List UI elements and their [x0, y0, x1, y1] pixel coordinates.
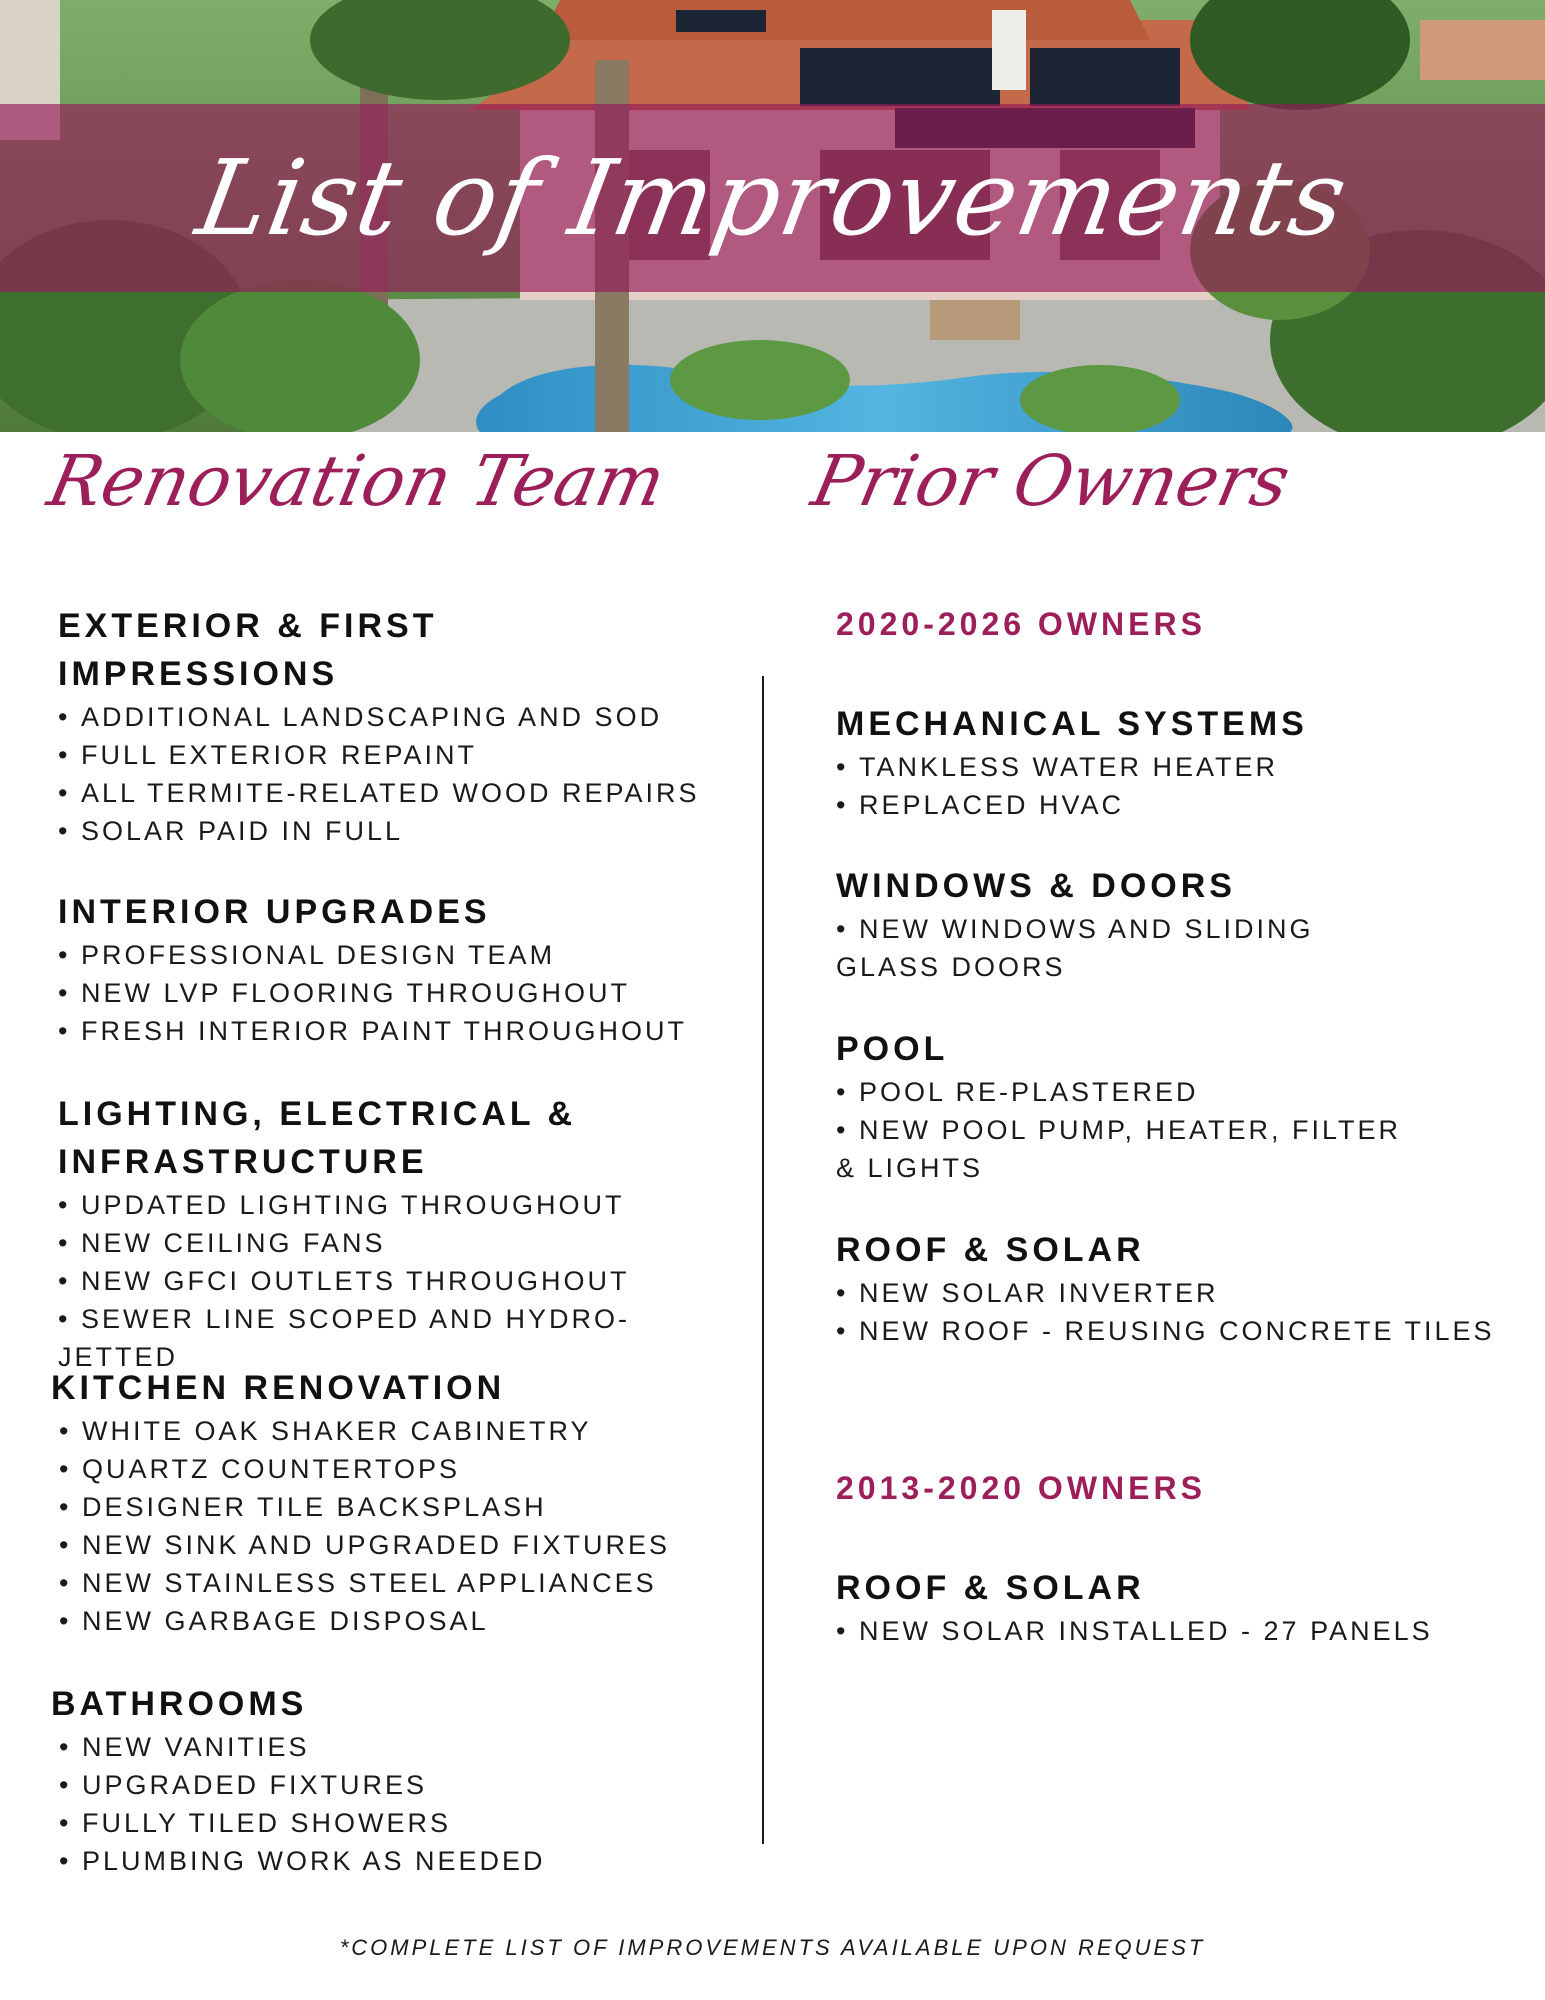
- list-item: • PROFESSIONAL DESIGN TEAM: [58, 936, 738, 974]
- list-item: • NEW CEILING FANS: [58, 1224, 738, 1262]
- list-item: • UPDATED LIGHTING THROUGHOUT: [58, 1186, 738, 1224]
- list-item: • WHITE OAK SHAKER CABINETRY: [59, 1412, 731, 1450]
- list-item: • DESIGNER TILE BACKSPLASH: [59, 1488, 731, 1526]
- list-item: • NEW GARBAGE DISPOSAL: [59, 1602, 731, 1640]
- section-mechanical: [836, 700, 1456, 824]
- list-item: • NEW ROOF - REUSING CONCRETE TILES: [836, 1312, 1496, 1350]
- section-title: ROOF & SOLAR: [836, 1569, 1145, 1607]
- section-exterior: [58, 602, 738, 850]
- list-item: • FRESH INTERIOR PAINT THROUGHOUT: [58, 1012, 738, 1050]
- list-item: • UPGRADED FIXTURES: [59, 1766, 731, 1804]
- section-title: EXTERIOR & FIRST IMPRESSIONS: [58, 607, 438, 693]
- section-title: INTERIOR UPGRADES: [58, 893, 491, 931]
- prior-owners-heading: Prior Owners: [805, 440, 1297, 522]
- list-item: • FULLY TILED SHOWERS: [59, 1804, 731, 1842]
- renovation-team-heading: Renovation Team: [41, 440, 673, 522]
- section-windows: [836, 862, 1426, 986]
- list-item: • NEW SOLAR INVERTER: [836, 1274, 1496, 1312]
- list-item: • ALL TERMITE-RELATED WOOD REPAIRS: [58, 774, 738, 812]
- owners-2013-label: 2013-2020 OWNERS: [836, 1470, 1206, 1506]
- section-pool: [836, 1025, 1426, 1187]
- owners-2020-label: 2020-2026 OWNERS: [836, 606, 1206, 642]
- list-item: • NEW VANITIES: [59, 1728, 731, 1766]
- list-item: • TANKLESS WATER HEATER: [836, 748, 1456, 786]
- list-item: • SOLAR PAID IN FULL: [58, 812, 738, 850]
- list-item: • NEW GFCI OUTLETS THROUGHOUT: [58, 1262, 738, 1300]
- list-item: • QUARTZ COUNTERTOPS: [59, 1450, 731, 1488]
- section-bathrooms: [51, 1680, 731, 1880]
- section-title: MECHANICAL SYSTEMS: [836, 705, 1308, 743]
- footnote: *COMPLETE LIST OF IMPROVEMENTS AVAILABLE UPON REQUEST: [339, 1935, 1206, 1960]
- list-item: • PLUMBING WORK AS NEEDED: [59, 1842, 731, 1880]
- list-item: • NEW STAINLESS STEEL APPLIANCES: [59, 1564, 731, 1602]
- section-roof-solar-2020: [836, 1226, 1496, 1350]
- list-item: • NEW SINK AND UPGRADED FIXTURES: [59, 1526, 731, 1564]
- list-item: • NEW SOLAR INSTALLED - 27 PANELS: [836, 1612, 1476, 1650]
- section-kitchen: [51, 1364, 731, 1640]
- section-lighting: [58, 1090, 738, 1376]
- section-title: BATHROOMS: [51, 1685, 308, 1723]
- page-title: List of Improvements: [188, 137, 1357, 259]
- list-item: • NEW LVP FLOORING THROUGHOUT: [58, 974, 738, 1012]
- column-divider: [762, 676, 764, 1844]
- section-title: POOL: [836, 1030, 949, 1068]
- list-item: • FULL EXTERIOR REPAINT: [58, 736, 738, 774]
- section-title: ROOF & SOLAR: [836, 1231, 1145, 1269]
- list-item: • NEW WINDOWS AND SLIDING GLASS DOORS: [836, 910, 1426, 986]
- section-title: KITCHEN RENOVATION: [51, 1369, 506, 1407]
- section-title: WINDOWS & DOORS: [836, 867, 1236, 905]
- list-item: • POOL RE-PLASTERED: [836, 1073, 1426, 1111]
- section-roof-solar-2013: [836, 1564, 1476, 1650]
- list-item: • ADDITIONAL LANDSCAPING AND SOD: [58, 698, 738, 736]
- list-item: • SEWER LINE SCOPED AND HYDRO-JETTED: [58, 1300, 738, 1376]
- section-title: LIGHTING, ELECTRICAL & INFRASTRUCTURE: [58, 1095, 577, 1181]
- list-item: • REPLACED HVAC: [836, 786, 1456, 824]
- section-interior: [58, 888, 738, 1050]
- list-item: • NEW POOL PUMP, HEATER, FILTER & LIGHTS: [836, 1111, 1426, 1187]
